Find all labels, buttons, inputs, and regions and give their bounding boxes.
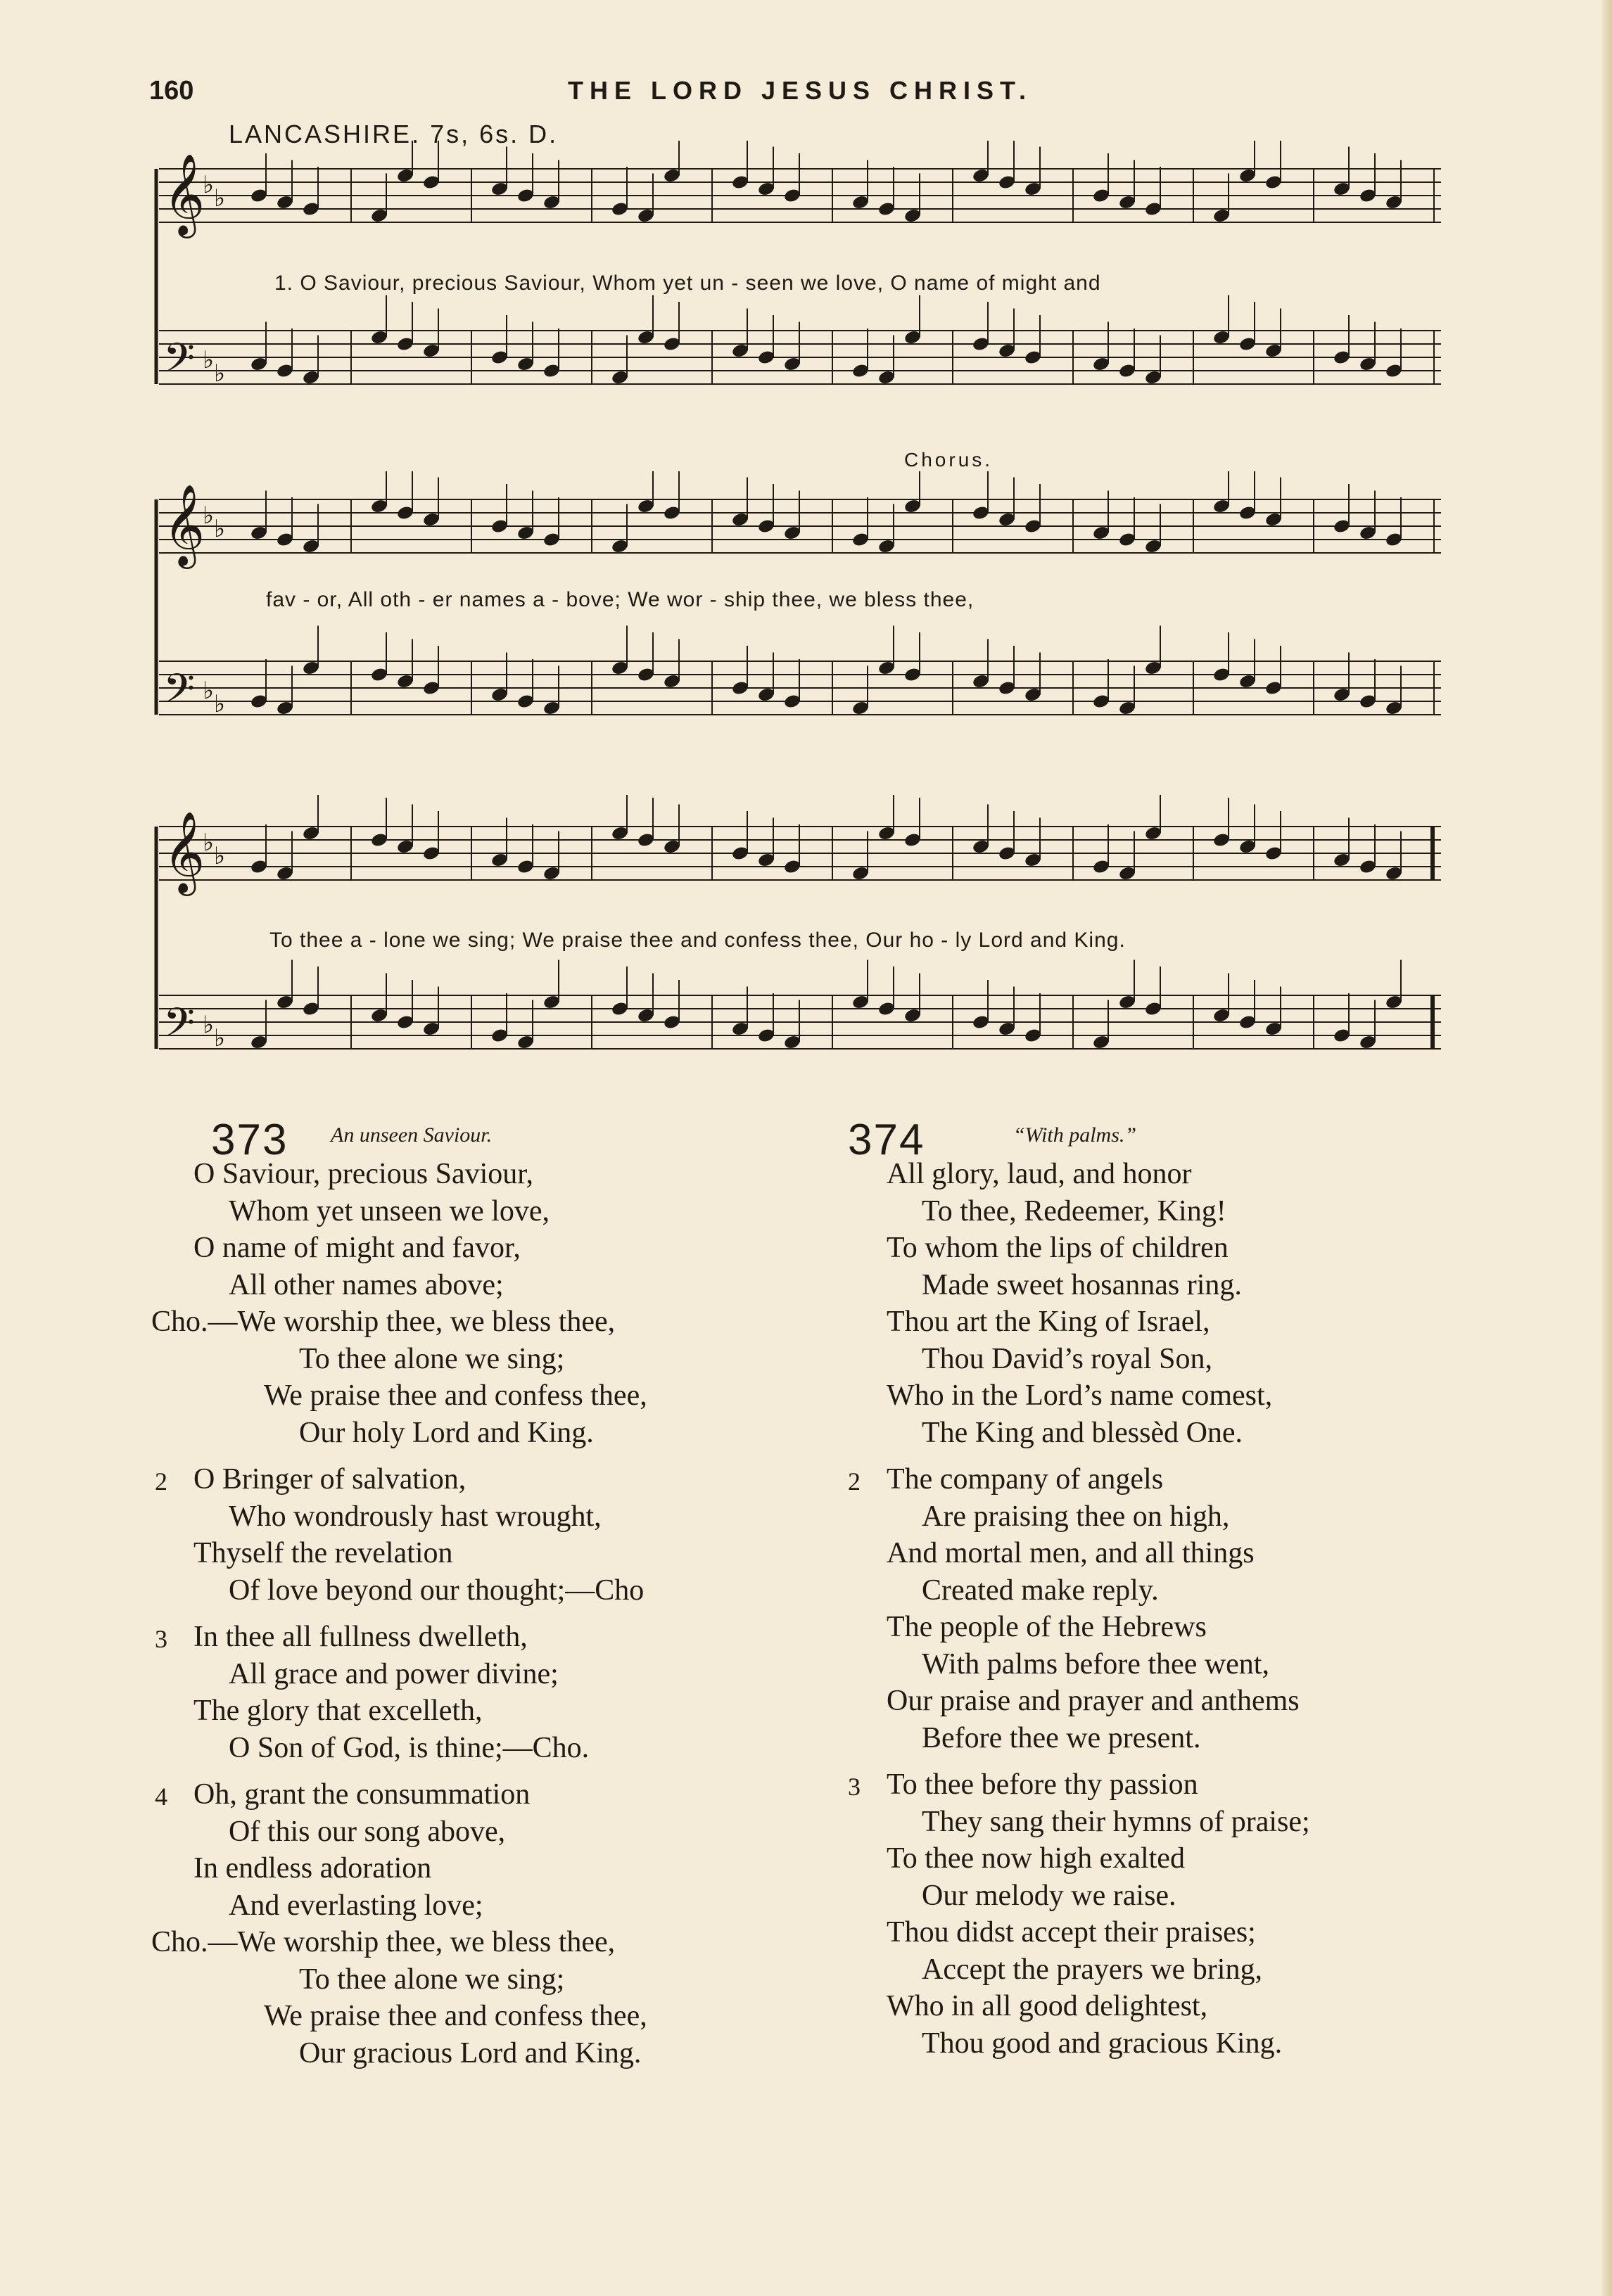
hymn-line: The King and blessèd One. (922, 1416, 1243, 1449)
hymn-number: 373 (211, 1116, 288, 1164)
hymn-line: Made sweet hosannas ring. (922, 1268, 1242, 1301)
lyrics-system-1: 1. O Saviour, precious Saviour, Whom yet un - seen we love, O name of might and (274, 272, 1101, 295)
hymn-line: We praise thee and confess thee, (264, 1379, 647, 1412)
hymn-line: And mortal men, and all things (887, 1537, 1255, 1569)
hymn-line: Thou didst accept their praises; (887, 1916, 1256, 1949)
hymn-line: Who wondrously hast wrought, (229, 1500, 602, 1533)
tune-name: LANCASHIRE. 7s, 6s. D. (229, 120, 559, 148)
hymn-line: All glory, laud, and honor (887, 1158, 1192, 1190)
hymn-line: Our holy Lord and King. (299, 1416, 594, 1449)
flat-sign: ♭ (203, 677, 215, 705)
hymn-title: An unseen Saviour. (331, 1123, 493, 1147)
flat-sign: ♭ (214, 515, 226, 543)
running-title: THE LORD JESUS CHRIST. (568, 76, 1033, 105)
hymn-line: Oh, grant the consummation (193, 1778, 531, 1811)
flat-sign: ♭ (203, 829, 215, 857)
page-number: 160 (149, 76, 194, 106)
staff-system-2 (153, 471, 1448, 774)
music-system-1 (153, 141, 1448, 443)
hymn-line: Of this our song above, (229, 1815, 506, 1848)
flat-sign: ♭ (214, 359, 226, 388)
bass-clef: 𝄢 (163, 334, 196, 392)
bass-clef: 𝄢 (163, 665, 196, 722)
bass-clef: 𝄢 (163, 999, 196, 1057)
hymn-line: All other names above; (229, 1268, 504, 1301)
verse-number: 3 (155, 1625, 167, 1653)
hymn-373 (151, 1115, 785, 2100)
hymn-title: “With palms.” (1013, 1123, 1137, 1147)
hymn-line: To thee alone we sing; (299, 1963, 565, 1996)
hymn-line: Thou David’s royal Son, (922, 1342, 1212, 1375)
treble-clef: 𝄞 (163, 483, 205, 566)
hymn-line: Cho.—We worship thee, we bless thee, (151, 1926, 616, 1958)
hymn-line: To whom the lips of children (887, 1232, 1229, 1264)
hymn-line: Thou good and gracious King. (922, 2027, 1283, 2060)
hymn-line: In endless adoration (193, 1852, 432, 1884)
hymn-number: 374 (848, 1116, 925, 1164)
hymn-line: Accept the prayers we bring, (922, 1953, 1262, 1986)
hymn-374 (844, 1115, 1478, 2100)
hymn-line: O Saviour, precious Saviour, (193, 1158, 534, 1190)
hymn-line: Cho.—We worship thee, we bless thee, (151, 1306, 616, 1338)
flat-sign: ♭ (203, 171, 215, 199)
treble-clef: 𝄞 (163, 810, 205, 893)
hymn-line: To thee before thy passion (887, 1768, 1198, 1801)
lyrics-system-2: fav - or, All oth - er names a - bove; We wor - ship thee, we bless thee, (266, 588, 975, 611)
flat-sign: ♭ (203, 502, 215, 530)
hymn-line: To thee now high exalted (887, 1842, 1185, 1875)
hymn-line: O Son of God, is thine;—Cho. (229, 1731, 590, 1764)
lyrics-system-3: To thee a - lone we sing; We praise thee and confess thee, Our ho - ly Lord and King. (269, 929, 1126, 952)
hymn-line: The people of the Hebrews (887, 1611, 1207, 1643)
hymn-line: Of love beyond our thought;—Cho (229, 1574, 645, 1607)
hymn-line: Thou art the King of Israel, (887, 1306, 1210, 1338)
flat-sign: ♭ (214, 1024, 226, 1052)
hymn-line: Thyself the revelation (193, 1537, 453, 1569)
hymn-line: They sang their hymns of praise; (922, 1805, 1310, 1838)
chorus-label: Chorus. (904, 449, 994, 471)
hymn-line: Our praise and prayer and anthems (887, 1685, 1300, 1717)
treble-clef: 𝄞 (163, 153, 205, 235)
hymn-line: Are praising thee on high, (922, 1500, 1230, 1533)
flat-sign: ♭ (203, 1011, 215, 1039)
music-system-3 (153, 795, 1448, 1097)
hymn-line: Our melody we raise. (922, 1879, 1176, 1912)
hymn-line: Created make reply. (922, 1574, 1159, 1607)
running-head (149, 76, 1451, 118)
hymn-line: In thee all fullness dwelleth, (193, 1621, 528, 1653)
flat-sign: ♭ (214, 690, 226, 718)
hymn-line: With palms before thee went, (922, 1647, 1269, 1680)
hymn-line: Before thee we present. (922, 1721, 1201, 1754)
hymn-line: We praise thee and confess thee, (264, 2000, 647, 2032)
verse-number: 4 (155, 1782, 167, 1811)
flat-sign: ♭ (214, 184, 226, 212)
hymn-line: Whom yet unseen we love, (229, 1194, 550, 1227)
hymn-line: Who in all good delightest, (887, 1990, 1208, 2022)
hymn-line: O name of might and favor, (193, 1232, 521, 1264)
hymn-line: And everlasting love; (229, 1889, 483, 1922)
verse-number: 3 (848, 1773, 861, 1801)
verse-number: 2 (155, 1467, 167, 1495)
hymn-line: Our gracious Lord and King. (299, 2036, 642, 2069)
hymn-line: To thee alone we sing; (299, 1342, 565, 1375)
hymn-line: To thee, Redeemer, King! (922, 1194, 1226, 1227)
page-edge (1602, 0, 1612, 2296)
hymn-line: The glory that excelleth, (193, 1695, 483, 1727)
flat-sign: ♭ (214, 842, 226, 870)
hymn-line: Who in the Lord’s name comest, (887, 1379, 1273, 1412)
music-system-2 (153, 471, 1448, 774)
hymn-line: All grace and power divine; (229, 1657, 559, 1690)
verse-number: 2 (848, 1467, 861, 1495)
flat-sign: ♭ (203, 346, 215, 374)
hymn-line: O Bringer of salvation, (193, 1463, 467, 1495)
hymn-line: The company of angels (887, 1463, 1164, 1495)
